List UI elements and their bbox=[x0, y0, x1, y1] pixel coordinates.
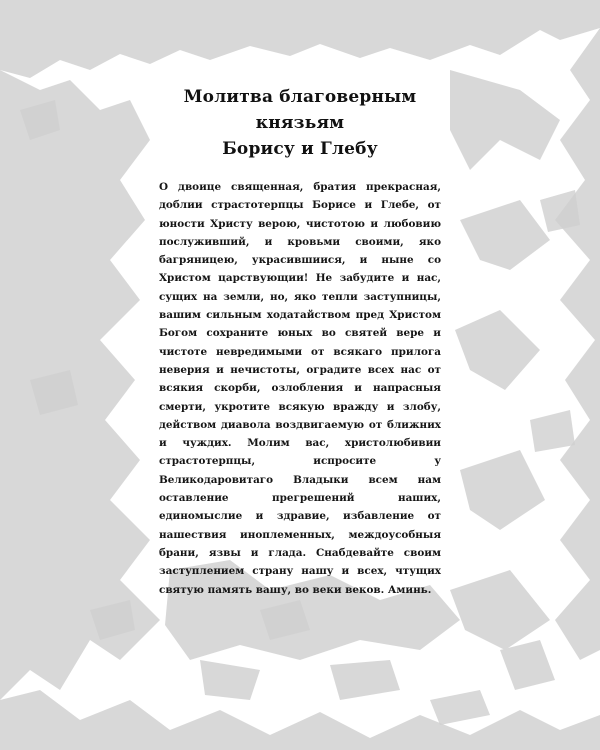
prayer-title bbox=[159, 84, 441, 162]
title-line-3: Борису и Глебу bbox=[222, 139, 378, 159]
title-line-1: Молитва благоверным bbox=[183, 87, 417, 107]
prayer-content bbox=[159, 84, 441, 599]
title-line-2: князьям bbox=[255, 113, 345, 133]
prayer-body-text: О двоице священная, братия прекрасная, доблии страстотерпцы Борисе и Глебе, от юности Христу верою, чистотою и любовию послуживший, и кровьми своими, яко багряницею, украсившиися, и ныне со Христом царствующии! Не забудите и нас, сущих на земли, но, яко тепли заступницы, вашим сильным ходатайством пред Христом Богом сохраните юных во святей вере и чистоте невредимыми от всякаго прилога неверия и нечистоты, оградите всех нас от всякия скорби, озлобления и напрасныя смерти, укротите всякую вражду и злобу, действом диавола воздвигаемую от ближних и чуждих. Молим вас, христолюбивии страстотерпцы, испросите у Великодаровитаго Владыки всем нам оставление прегрешений наших, единомыслие и здравие, избавление от нашествия иноплеменных, междоусобныя брани, язвы и глада. Снабдевайте своим заступлением страну нашу и всех, чтущих святую память вашу, во веки веков. Аминь. bbox=[159, 181, 441, 596]
